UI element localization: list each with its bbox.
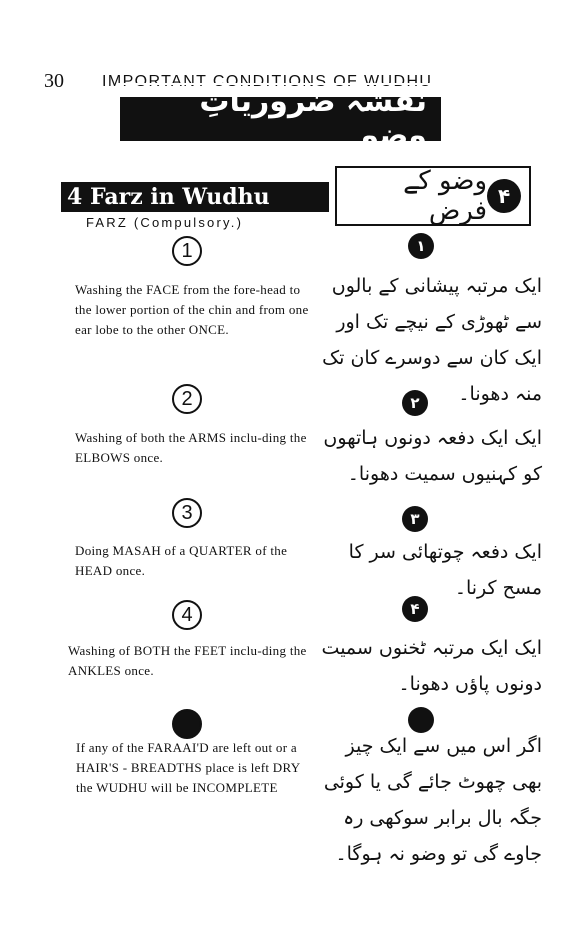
section-subtitle: FARZ (Compulsory.) xyxy=(86,215,244,230)
item-4-number: 4 xyxy=(181,603,193,626)
item-3-english-text: Doing MASAH of a QUARTER of the HEAD once. xyxy=(75,543,288,578)
item-1-english-text: Washing the FACE from the fore-head to the lower portion of the chin and from one ear lobe to the other ONCE. xyxy=(75,282,309,337)
item-4-number-circle xyxy=(172,600,202,630)
item-2-number: 2 xyxy=(181,387,193,410)
title-banner-text: نقشہ ضروریاتِ وضو xyxy=(118,83,443,155)
item-1-urdu-text: ایک مرتبہ پیشانی کے بالوں سے ٹھوڑی کے نیچے تک اور ایک کان سے دوسرے کان تک منہ دھونا۔ xyxy=(322,275,542,405)
title-banner xyxy=(118,84,443,153)
item-4-urdu-text: ایک ایک مرتبہ ٹخنوں سمیت دونوں پاؤں دھونا۔ xyxy=(321,637,542,695)
note-urdu-text: اگر اس میں سے ایک چیز بھی چھوٹ جائے گی یا کوئی جگہ بال برابر سوکھی رہ جاوے گی تو وضو نہ ہوگا۔ xyxy=(323,735,542,865)
item-3-urdu-text: ایک دفعہ چوتھائی سر کا مسح کرنا۔ xyxy=(348,541,542,599)
item-4-english-text: Washing of BOTH the FEET inclu-ding the ANKLES once. xyxy=(68,643,307,678)
item-3-number: 3 xyxy=(181,501,193,524)
running-head: IMPORTANT CONDITIONS OF WUDHU xyxy=(102,73,433,90)
page-number: 30 xyxy=(44,70,64,92)
note-english-text: If any of the FARAAI'D are left out or a HAIR'S - BREADTHS place is left DRY the WUDHU will be INCOMPLETE xyxy=(76,740,300,795)
item-1-number-circle xyxy=(172,236,202,266)
item-2-urdu-badge: ۲ xyxy=(402,390,428,416)
item-4-urdu-badge: ۴ xyxy=(402,596,428,622)
section-heading: 4 Farz in Wudhu xyxy=(61,182,329,212)
item-3-urdu-badge: ۳ xyxy=(402,506,428,532)
item-2-urdu-text: ایک ایک دفعہ دونوں ہاتھوں کو کہنیوں سمیت دھونا۔ xyxy=(323,427,542,485)
item-1-number: 1 xyxy=(181,239,193,262)
urdu-section-heading xyxy=(335,166,531,226)
note-bullet xyxy=(172,709,202,739)
item-2-english-text: Washing of both the ARMS inclu-ding the ELBOWS once. xyxy=(75,430,307,465)
item-2-number-circle xyxy=(172,384,202,414)
item-3-number-circle xyxy=(172,498,202,528)
urdu-heading-text: وضو کے فرض xyxy=(403,166,488,226)
urdu-heading-number-badge: ۴ xyxy=(487,179,521,213)
item-1-urdu-badge: ۱ xyxy=(408,233,434,259)
